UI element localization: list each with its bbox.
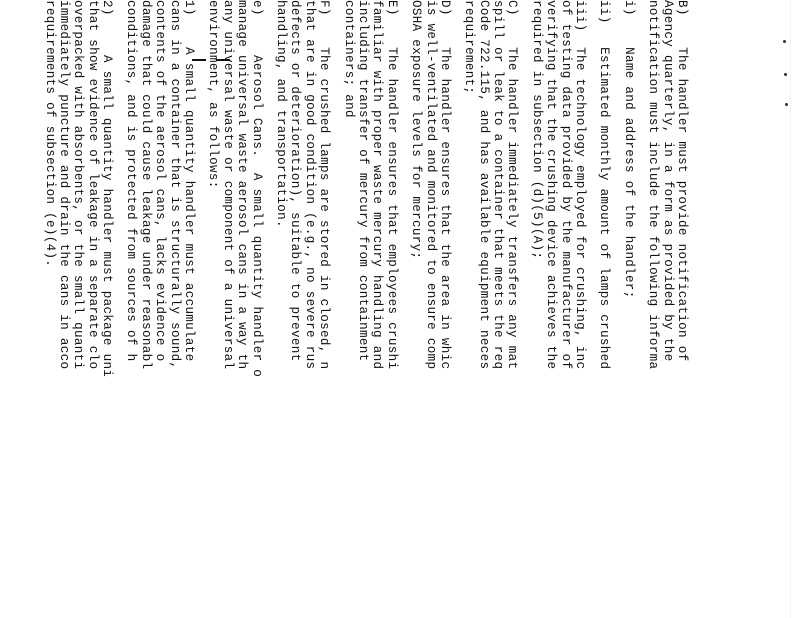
text-line: handling, and transportation. xyxy=(274,0,289,228)
text-line: F) The crushed lamps are stored in closed, n xyxy=(317,0,332,370)
paragraph-gap xyxy=(519,0,529,618)
text-line: familiar with proper waste mercury handling and xyxy=(370,0,385,370)
text-line: B) The handler must provide notification of xyxy=(675,0,689,362)
text-line: C) The handler immediately transfers any mat xyxy=(505,0,520,370)
text-line: manage universal waste aerosol cans in a way th xyxy=(235,0,250,370)
text-line: including transfer of mercury from containment xyxy=(355,0,370,362)
text-line: e) Aerosol Cans. A small quantity handler o xyxy=(249,0,264,378)
text-line: immediately puncture and drain the cans in acco xyxy=(56,0,71,370)
text-line: iii) The technology employed for crushing, inc xyxy=(573,0,588,370)
page-edge xyxy=(790,0,791,618)
text-line: is well-ventilated and monitored to ensure comp xyxy=(423,0,438,370)
text-line: Agency quarterly, in a form as provided by the xyxy=(660,0,675,362)
text-line: damage that could cause leakage under reasonabl xyxy=(138,0,153,370)
text-line: D) The handler ensures that the area in whic xyxy=(437,0,452,370)
paragraph-gap xyxy=(114,0,124,618)
text-line: conditions, and is protected from sources of h xyxy=(124,0,139,362)
paragraph-gap xyxy=(264,0,274,618)
text-line: Code 722.115, and has available equipment neces xyxy=(476,0,491,370)
text-line: i) Name and address of the handler; xyxy=(621,0,636,299)
text-line: that are in good condition (e.g., no severe rus xyxy=(302,0,317,370)
text-line: cans in a container that is structurally sound, xyxy=(167,0,182,370)
text-line: defects or deterioration), suitable to prevent xyxy=(288,0,303,362)
rotated-text-block xyxy=(42,0,689,618)
paragraph-gap xyxy=(587,0,597,618)
text-line: OSHA exposure levels for mercury; xyxy=(409,0,424,260)
text-line: contents of the aerosol cans, lacks evidence o xyxy=(153,0,168,362)
paragraph-gap xyxy=(331,0,341,618)
text-line: environment, as follows: xyxy=(206,0,221,189)
text-line: overpacked with absorbents, or the small quanti xyxy=(71,0,86,370)
text-line: requirements of subsection (e)(4). xyxy=(42,0,57,268)
text-line: containers; and xyxy=(341,0,356,118)
text-line: of testing data provided by the manufacturer of xyxy=(558,0,573,370)
paragraph-gap xyxy=(636,0,646,618)
text-line: notification must include the following informa xyxy=(646,0,661,370)
paragraph-gap xyxy=(196,0,206,618)
text-line: spill or leak to a container that meets the req xyxy=(491,0,506,370)
paragraph-gap xyxy=(452,0,462,618)
scan-speck xyxy=(785,103,788,106)
text-line: that show evidence of leakage in a separate clo xyxy=(85,0,100,370)
text-line: required in subsection (d)(5)(A); xyxy=(529,0,544,260)
scan-speck xyxy=(783,40,786,43)
text-line: 1) A small quantity handler must accumulate xyxy=(182,0,197,362)
text-line: ii) Estimated monthly amount of lamps crushed xyxy=(597,0,612,370)
text-line: verifying that the crushing device achieves the xyxy=(544,0,559,370)
paragraph-gap xyxy=(611,0,621,618)
text-line: any universal waste or component of a universal xyxy=(220,0,235,370)
scan-speck xyxy=(784,73,787,76)
text-line: E) The handler ensures that employees crushi xyxy=(384,0,399,370)
text-line: 2) A small quantity handler must package uni xyxy=(100,0,115,378)
text-line: requirement; xyxy=(462,0,477,95)
paragraph-gap xyxy=(399,0,409,618)
